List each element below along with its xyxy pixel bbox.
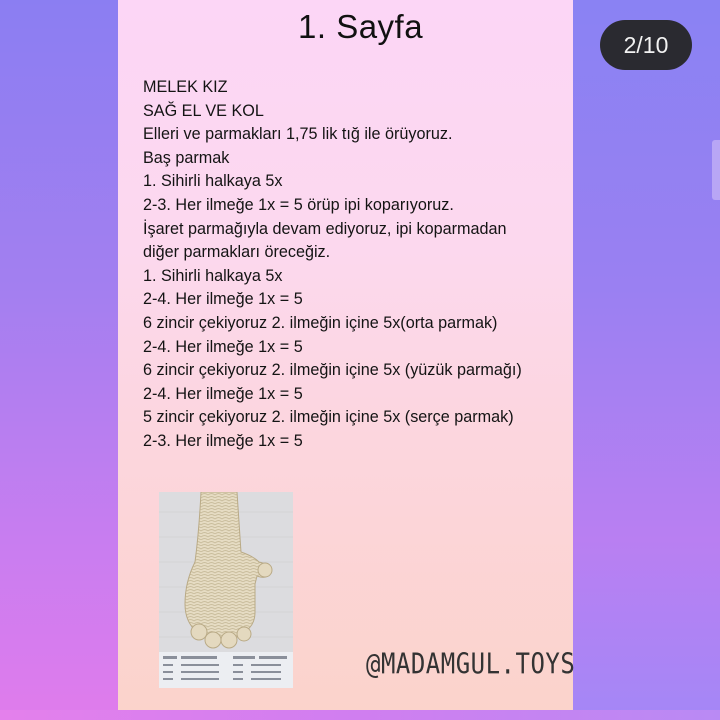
next-slide-handle[interactable] <box>712 140 720 200</box>
crochet-hand-photo <box>159 492 293 688</box>
pattern-line: 6 zincir çekiyoruz 2. ilmeğin içine 5x(orta parmak) <box>143 313 498 332</box>
pattern-line: 1. Sihirli halkaya 5x <box>143 266 283 285</box>
pattern-line: 1. Sihirli halkaya 5x <box>143 172 283 191</box>
background-left <box>0 0 118 720</box>
pattern-line: diğer parmakları öreceğiz. <box>143 243 331 262</box>
pattern-line: 5 zincir çekiyoruz 2. ilmeğin içine 5x (serçe parmak) <box>143 408 514 427</box>
pattern-line: 2-3. Her ilmeğe 1x = 5 <box>143 431 303 450</box>
pattern-subheading: SAĞ EL VE KOL <box>143 101 264 120</box>
crochet-hand-illustration <box>159 492 293 688</box>
pattern-heading: MELEK KIZ <box>143 78 228 96</box>
pattern-line: 6 zincir çekiyoruz 2. ilmeğin içine 5x (yüzük parmağı) <box>143 361 522 380</box>
background-bottom <box>0 710 720 720</box>
pattern-line: 2-4. Her ilmeğe 1x = 5 <box>143 290 303 309</box>
slide-counter-badge: 2/10 <box>600 20 692 70</box>
pattern-text <box>143 76 522 454</box>
pattern-line: İşaret parmağıyla devam ediyoruz, ipi koparmadan <box>143 219 507 238</box>
pattern-line: Baş parmak <box>143 148 230 167</box>
pattern-line: Elleri ve parmakları 1,75 lik tığ ile örüyoruz. <box>143 125 453 144</box>
background-right <box>573 0 720 720</box>
pattern-line: 2-3. Her ilmeğe 1x = 5 örüp ipi koparıyoruz. <box>143 195 454 214</box>
watermark: @MADAMGUL.TOYS <box>366 647 576 681</box>
pattern-line: 2-4. Her ilmeğe 1x = 5 <box>143 337 303 356</box>
pattern-line: 2-4. Her ilmeğe 1x = 5 <box>143 384 303 403</box>
page-title: 1. Sayfa <box>298 8 424 45</box>
